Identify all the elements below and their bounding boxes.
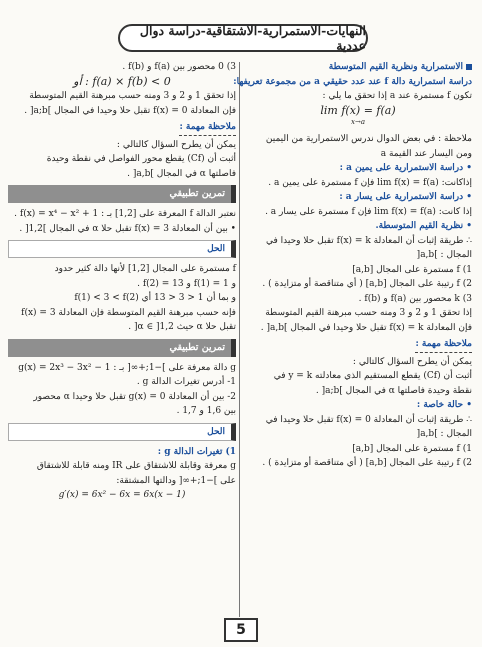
text-line: g دالة معرفة على ]−1;+∞[ بـ : g(x) = 2x³ − 3x² − 1: [18, 362, 236, 373]
solution-banner: الحل: [8, 423, 236, 441]
column-divider: [239, 62, 240, 617]
text-line: ∴ طريقة إثبات أن المعادلة f(x) = k تقبل حلا وحيدا في: [266, 235, 472, 246]
text-line: يمكن أن يطرح السؤال كالتالي :: [116, 139, 236, 150]
text-line: نعتبر الدالة f المعرفة على [1,2] بـ : f(x) = x⁴ − x² + 1 .: [14, 209, 236, 219]
text-line: • بين أن المعادلة f(x) = 3 تقبل حلا α في المجال ]1,2[ .: [19, 223, 236, 234]
text-line: المجال : ]a,b[: [416, 250, 472, 260]
text-line: 2) f رتيبة على المجال [a,b] ( أي متناقصة أو متزايدة ) .: [262, 279, 472, 289]
text-line: 1- أدرس تغيرات الدالة g .: [136, 377, 236, 387]
text-line: ومن اليسار عند القيمة a: [380, 148, 472, 159]
text-line: f مستمرة على المجال [1,2] لأنها دالة كثير حدود: [54, 264, 236, 274]
formula-text: lim f(x) = f(a): [320, 103, 396, 117]
text-line: 1) f مستمرة على المجال [a,b]: [352, 264, 472, 275]
chapter-title: النهايات-الاستمرارية-الاشتقاقية-دراسة دوال عددية: [139, 23, 366, 53]
heading-text: الاستمرارية ونظرية القيم المتوسطة: [328, 62, 463, 72]
text-line: نقطة وحيدة فاصلتها α في المجال ]a;b[ .: [315, 385, 472, 396]
text-line: • حالة خاصة :: [416, 400, 472, 410]
solution-banner: الحل: [8, 240, 236, 258]
text-line: و بما أن 1 < 3 < 13 أي f(1) < 3 < f(2): [74, 293, 236, 303]
text-line: و f(1) = 1 و f(2) = 13 .: [137, 278, 236, 289]
text-line: إذا كانت: lim f(x) = f(a) فإن f مستمرة على يسار a .: [265, 206, 472, 217]
derivative-formula: g′(x) = 6x² − 6x = 6x(x − 1): [58, 490, 186, 500]
text-line: ملاحظة : في بعض الدوال ندرس الاستمرارية من اليمين: [265, 134, 472, 144]
text-line: المجال : ]a,b[: [416, 429, 472, 439]
left-column: [8, 60, 236, 503]
text-line: ∴ طريقة إثبات أن المعادلة f(x) = 0 تقبل حلا وحيدا في: [265, 414, 472, 425]
text-line: يمكن أن يطرح السؤال كالتالي :: [352, 356, 472, 367]
text-line: أثبت أن (Cf) يقطع المستقيم الذي معادلته y = k في: [273, 371, 472, 381]
text-line: 1) تغيرات الدالة g :: [157, 446, 236, 457]
product-condition: أو : f(a) × f(b) < 0: [73, 74, 171, 88]
exercise-banner: تمرين تطبيقي: [8, 339, 236, 357]
text-line: • دراسة الاستمرارية على يسار a :: [339, 192, 472, 202]
chapter-title-banner: [118, 24, 368, 52]
page-number: 5: [224, 618, 258, 642]
section-heading-continuity: [244, 60, 472, 75]
text-line: 2) f رتيبة على المجال [a,b] ( أي متناقصة أو متزايدة ) .: [262, 458, 472, 468]
text-line: فإنه حسب مبرهنة القيم المتوسطة فإن المعادلة f(x) = 3: [21, 307, 236, 318]
text-line: دراسة استمرارية دالة f عند عدد حقيقي a من مجموعة تعريفها:: [233, 76, 472, 87]
text-line: بين 1,6 و 1,7 .: [176, 406, 236, 416]
text-line: • نظرية القيم المتوسطة.: [375, 221, 472, 231]
limit-subscript: x→a: [351, 118, 365, 126]
text-line: فإن المعادلة f(x) = 0 تقبل حلا وحيدا في المجال ]a;b[ .: [24, 105, 236, 116]
right-column: [233, 60, 472, 471]
text-line: 1) f مستمرة على المجال [a,b]: [352, 443, 472, 454]
important-note-heading: ملاحظة مهمة :: [179, 120, 236, 136]
text-line: تكون f مستمرة عند a إذا تحقق ما يلي :: [322, 91, 472, 101]
limit-formula: [244, 104, 472, 119]
text-line: إذاكانت: lim f(x) = f(a) فإن f مستمرة على يمين a .: [268, 177, 472, 188]
text-line: إذا تحقق 1 و 2 و 3 ومنه حسب مبرهنة القيم المتوسطة: [265, 308, 472, 318]
text-line: g معرفة وقابلة للاشتقاق على IR ومنه قابلة للاشتقاق: [36, 461, 236, 471]
text-line: إذا تحقق 1 و 2 و 3 ومنه حسب مبرهنة القيم المتوسطة: [29, 91, 236, 101]
important-note-heading: ملاحظة مهمة :: [415, 337, 472, 353]
square-bullet-icon: [466, 64, 472, 70]
exercise-banner: تمرين تطبيقي: [8, 185, 236, 203]
text-line: فاصلتها α في المجال ]a,b[ .: [127, 168, 236, 179]
text-line: تقبل حلا α حيث α ∈ ]1,2[ .: [128, 322, 236, 332]
text-line: 3) k محصور بين f(a) و f(b) .: [358, 293, 472, 304]
text-line: فإن المعادلة f(x) = k تقبل حلا وحيدا في المجال ]a,b[ .: [260, 322, 472, 333]
text-line: 3) 0 محصور بين f(a) و f(b) .: [122, 62, 236, 72]
text-line: أثبت أن (Cf) يقطع محور الفواصل في نقطة وحيدة: [46, 154, 236, 164]
text-line: على ]−1;+∞[ ودالتها المشتقة:: [116, 475, 236, 486]
text-line: • دراسة الاستمرارية على يمين a :: [339, 163, 472, 173]
text-line: 2- بين أن المعادلة g(x) = 0 تقبل حلا وحيدا α محصور: [33, 391, 236, 402]
